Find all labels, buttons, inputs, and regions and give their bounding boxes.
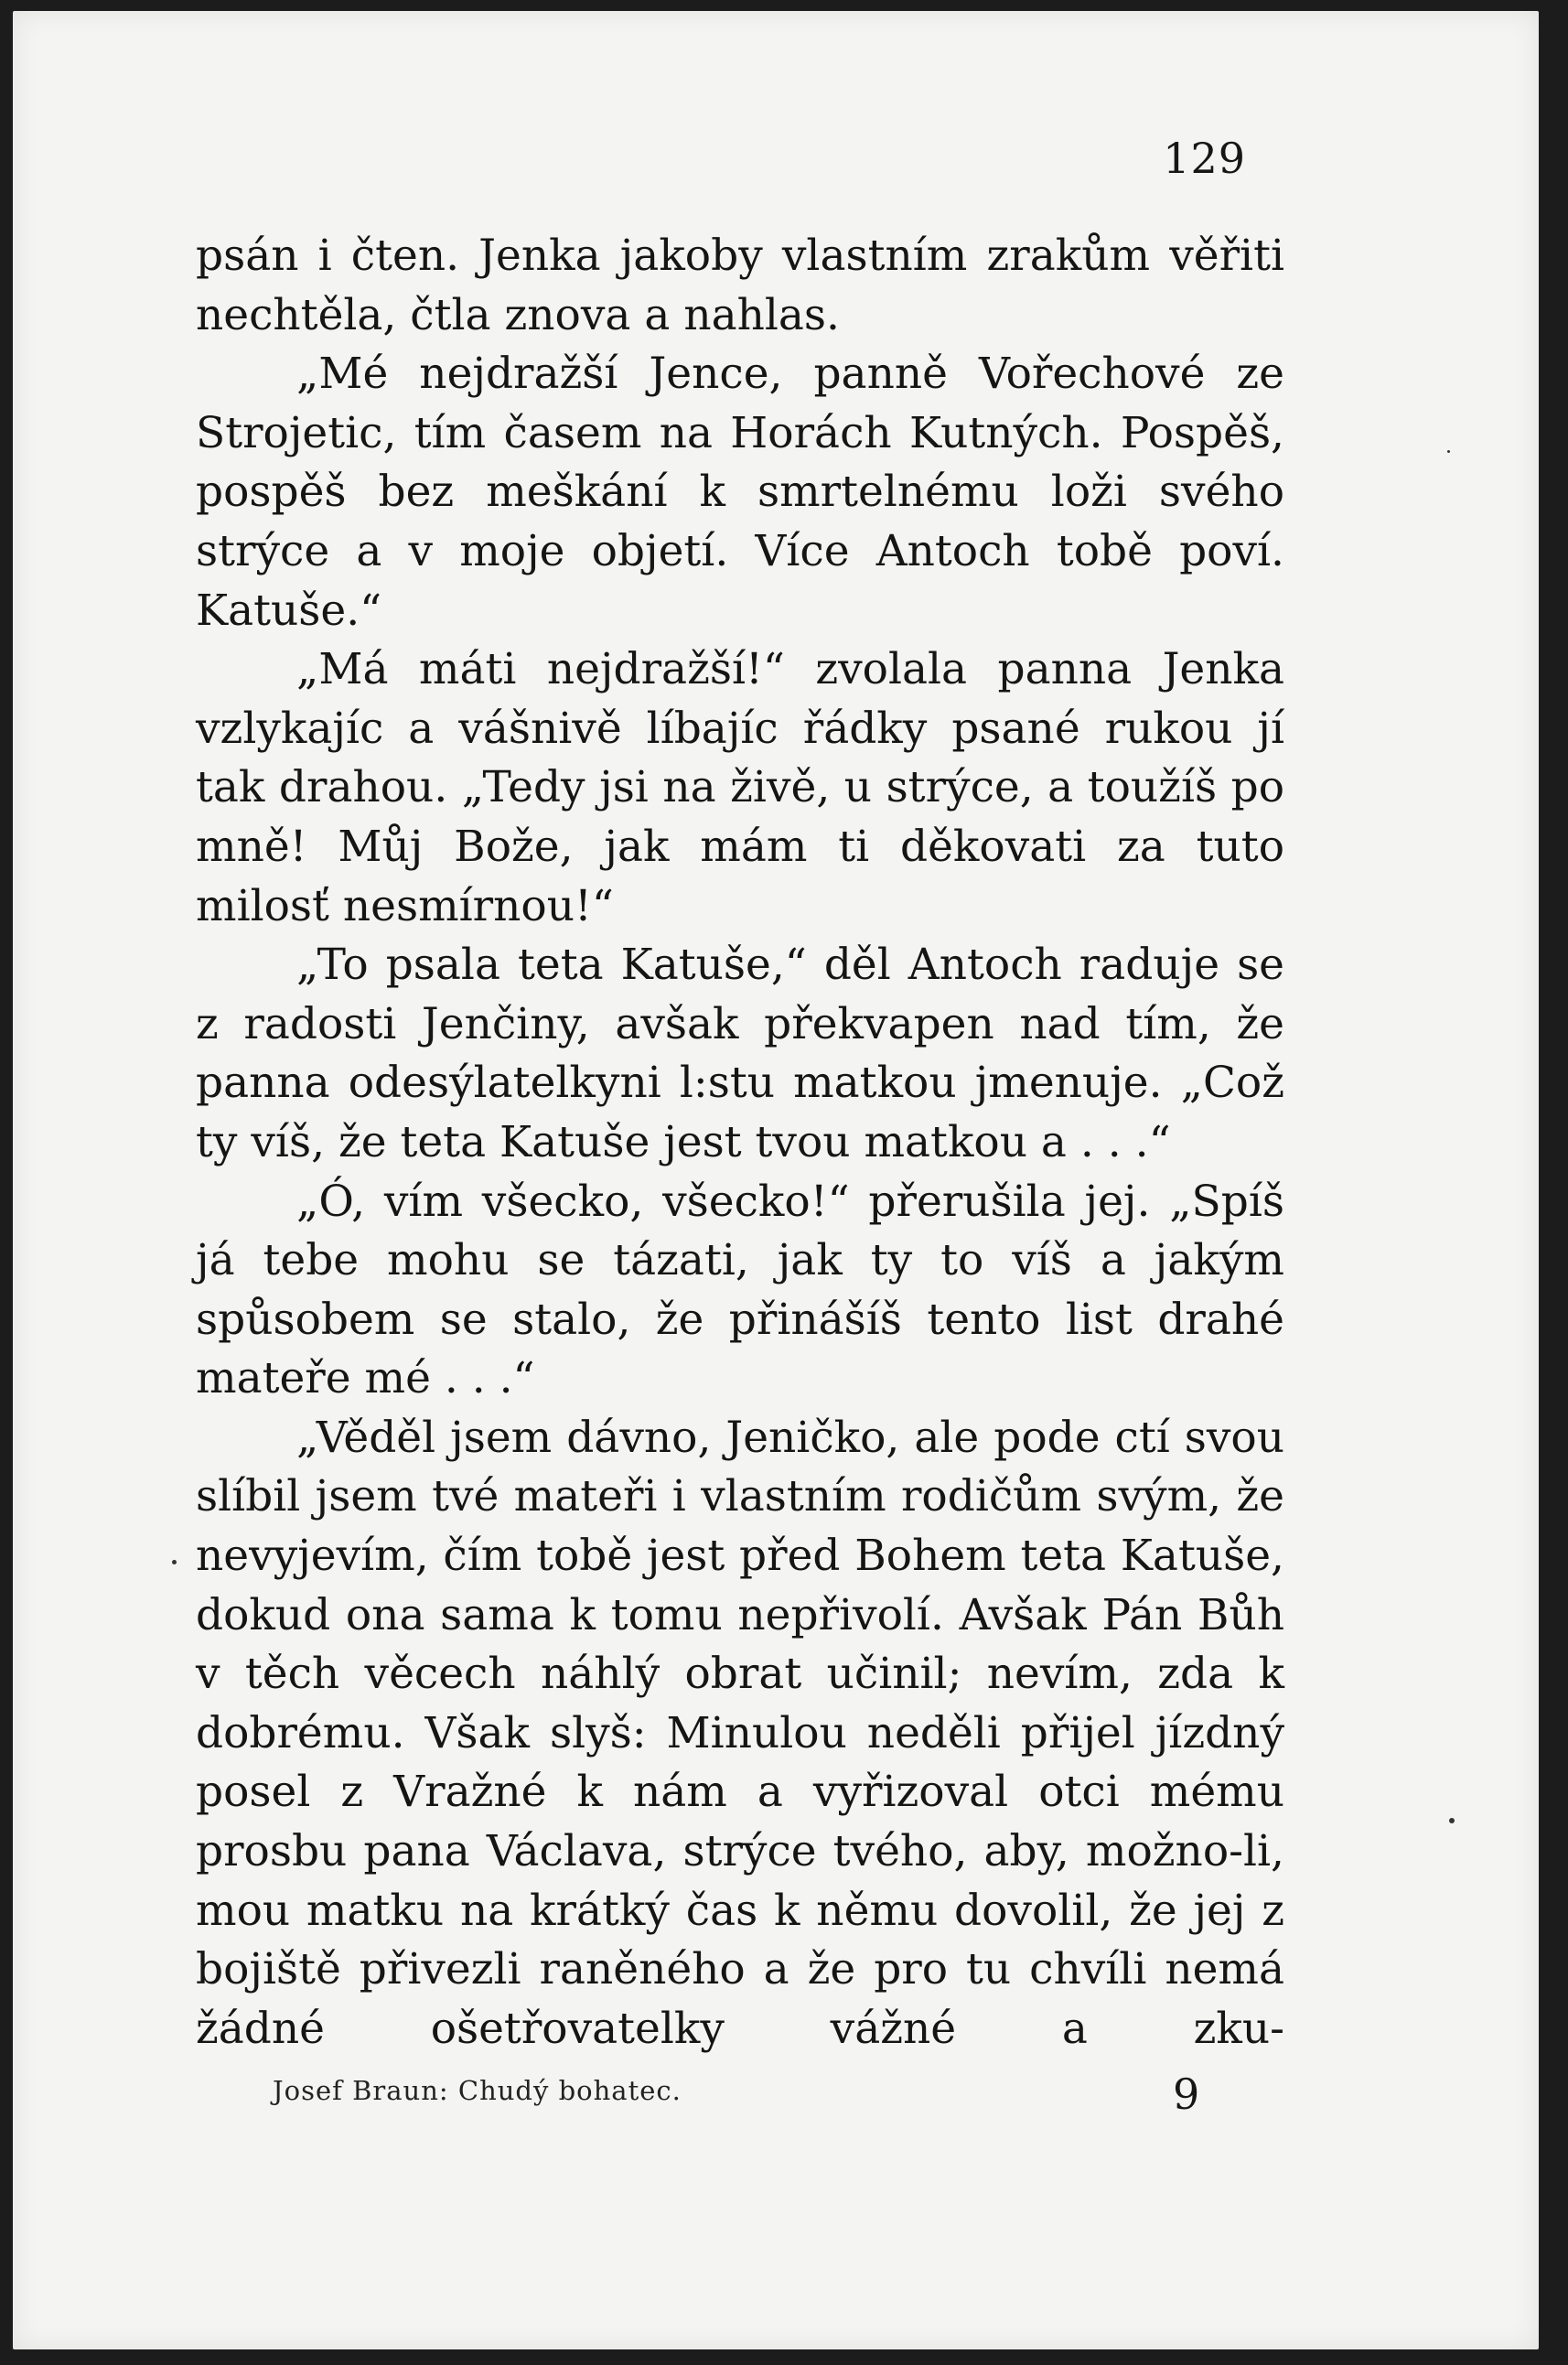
book-page xyxy=(13,11,1539,2349)
print-speck xyxy=(1447,450,1450,453)
page-number: 129 xyxy=(1163,134,1246,183)
signature-mark: 9 xyxy=(1173,2069,1200,2119)
paragraph: „To psala teta Katuše,“ děl Antoch raduje se z radosti Jenčiny, avšak překvapen nad tím, že panna odesýlatelkyni l:stu matkou jmenuje. „Což ty víš, že teta Katuše jest tvou matkou a . . .“ xyxy=(196,940,1284,1167)
print-speck xyxy=(172,1560,177,1564)
paragraph: „Ó, vím všecko, všecko!“ přerušila jej. „Spíš já tebe mohu se tázati, jak ty to víš a jakým spůsobem se stalo, že přinášíš tento list drahé mateře mé . . .“ xyxy=(196,1176,1284,1404)
print-speck xyxy=(1449,1818,1455,1823)
paragraph: „Má máti nejdražší!“ zvolala panna Jenka vzlykajíc a vášnivě líbajíc řádky psané rukou jí tak drahou. „Tedy jsi na živě, u strýce, a toužíš po mně! Můj Bože, jak mám ti děkovati za tuto milosť nesmírnou!“ xyxy=(196,644,1284,931)
body-text xyxy=(196,227,1284,2059)
paragraph: psán i čten. Jenka jakoby vlastním zrakům věřiti nechtěla, čtla znova a nahlas. xyxy=(196,231,1284,340)
paragraph: „Mé nejdražší Jence, panně Vořechové ze Strojetic, tím časem na Horách Kutných. Pospěš, pospěš bez meškání k smrtelnému loži svého strýce a v moje objetí. Více Antoch tobě poví. Katuše.“ xyxy=(196,349,1284,636)
footer-author-title: Josef Braun: Chudý bohatec. xyxy=(273,2075,682,2106)
paragraph: „Věděl jsem dávno, Jeničko, ale pode ctí svou slíbil jsem tvé mateři i vlastním rodičům svým, že nevyjevím, čím tobě jest před Bohem teta Katuše, dokud ona sama k tomu nepřivolí. Avšak Pán Bůh v těch věcech náhlý obrat učinil; nevím, zda k dobrému. Však slyš: Minulou neděli přijel jízdný posel z Vražné k nám a vyřizoval otci mému prosbu pana Václava, strýce tvého, aby, možno-li, mou matku na krátký čas k němu dovolil, že jej z bojiště přivezli raněného a že pro tu chvíli nemá žádné ošetřovatelky vážné a zku- xyxy=(196,1412,1284,2054)
